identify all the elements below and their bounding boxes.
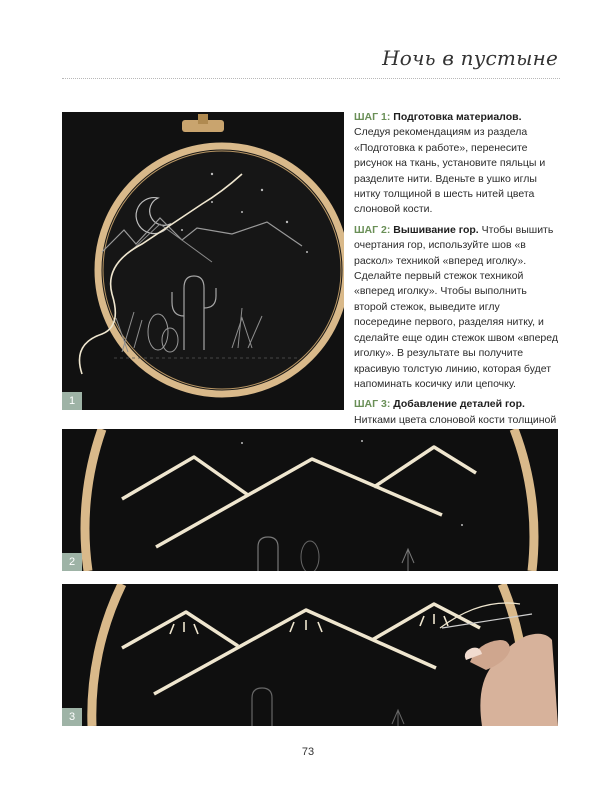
photo-step-1	[62, 112, 344, 410]
step-2	[354, 223, 560, 392]
photo-number-badge: 1	[62, 392, 82, 410]
page-number: 73	[301, 746, 315, 758]
step-3-heading: Добавление деталей гор.	[393, 398, 525, 411]
step-1-label: ШАГ 1:	[354, 111, 391, 123]
photo-step-2	[62, 429, 558, 571]
photo-step-3	[62, 584, 558, 726]
step-3-text: Нитками цвета слоновой кости толщиной	[354, 413, 557, 426]
step-3-label: ШАГ 3:	[354, 398, 391, 411]
step-2-label: ШАГ 2:	[354, 223, 391, 236]
step-2-heading: Вышивание гор.	[393, 223, 479, 236]
header-divider	[62, 78, 560, 79]
chapter-title: Ночь в пустыне	[382, 46, 558, 70]
embroidery-hoop-sketch-image	[62, 112, 344, 410]
photo-number-badge: 3	[62, 708, 82, 726]
step-1-text: Следуя рекомендациям из раздела «Подготовка к работе», перенесите рисунок на ткань, установите пяльцы и разделите нити. Вденьте в ушко иглы нитку толщиной в шесть нитей цвета слоновой кости.	[354, 126, 546, 216]
mountain-details-image	[62, 584, 558, 726]
stitched-mountains-image	[62, 429, 558, 571]
step-1-heading: Подготовка материалов.	[393, 111, 522, 123]
step-1	[354, 110, 560, 218]
step-2-text: Чтобы вышить очертания гор, используйте шов «в раскол» техникой «вперед иголку». Сделайте первый стежок техникой «вперед иголку». Чтобы выполнить второй стежок, выведите иглу посередине первого, разделяя нитку, и сделайте еще один стежок швом «вперед иголку». В результате вы получите красивую толстую линию, которая будет напоминать косичку или цепочку.	[354, 223, 558, 390]
photo-number-badge: 2	[62, 553, 82, 571]
